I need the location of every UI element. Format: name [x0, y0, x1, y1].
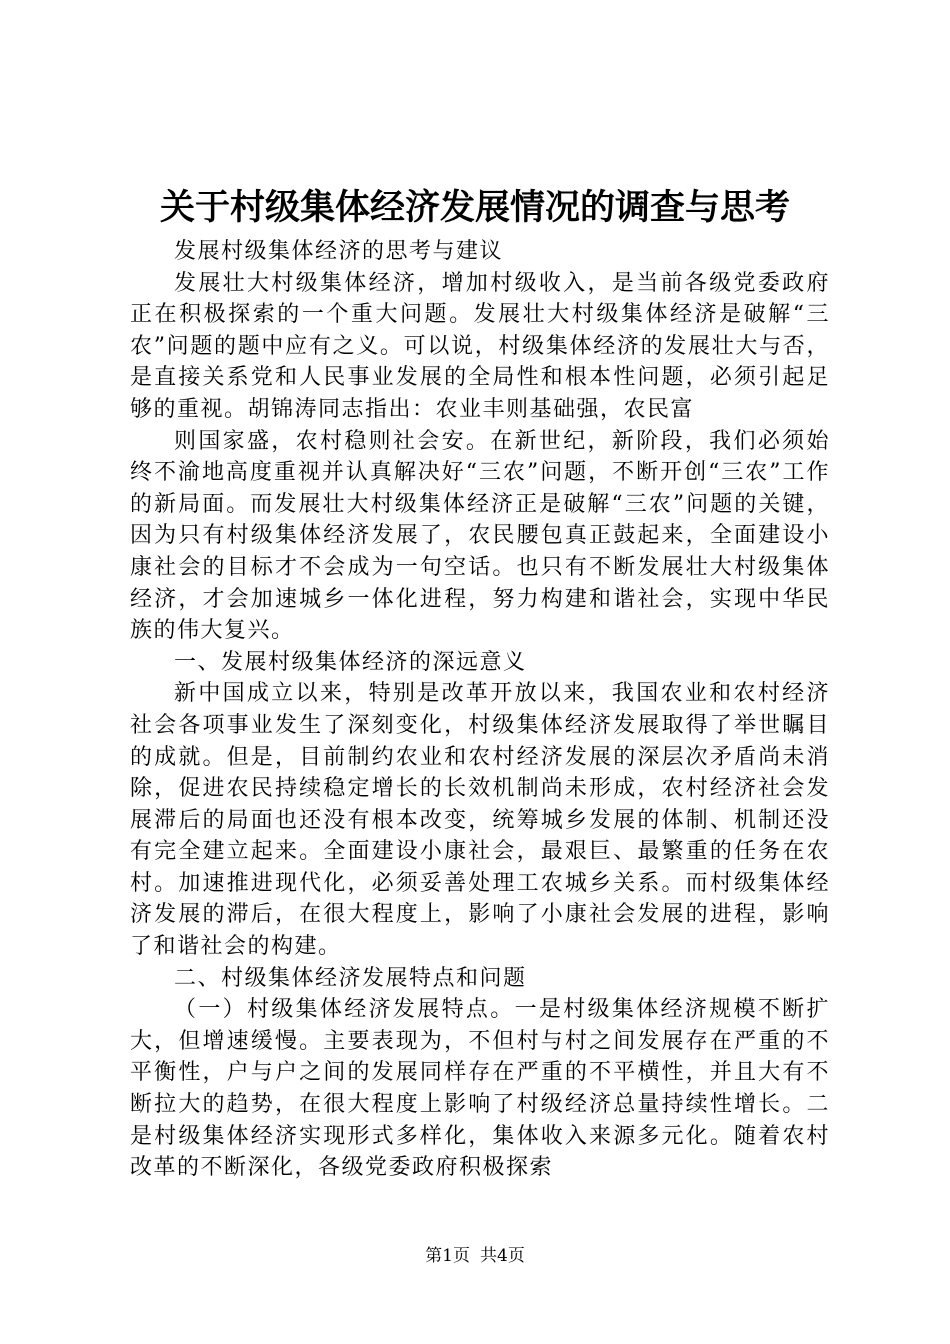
page-number: 第1页 [425, 1246, 470, 1266]
document-title: 关于村级集体经济发展情况的调查与思考 [159, 188, 790, 228]
section-heading-thoughts: 发展村级集体经济的思考与建议 [174, 239, 504, 264]
section-heading-features: 二、村级集体经济发展特点和问题 [174, 965, 527, 991]
paragraph-significance: 新中国成立以来，特别是改革开放以来，我国农业和农村经济社会各项事业发生了深刻变化，村级集体经济发展取得了举世瞩目的成就。但是，目前制约农业和农村经济发展的深层次矛盾尚未消除，促进农民持续稳定增长的长效机制尚未形成，农村经济社会发展滞后的局面也还没有根本改变，统筹城乡发展的体制、机制还没有完全建立起来。全面建设小康社会，最艰巨、最繁重的任务在农村。加速推进现代化，必须妥善处理工农城乡关系。而村级集体经济发展的滞后，在很大程度上，影响了小康社会发展的进程，影响了和谐社会的构建。 [130, 681, 830, 960]
page-footer [0, 1244, 950, 1268]
document-body [130, 236, 830, 1184]
paragraph-intro: 发展壮大村级集体经济，增加村级收入，是当前各级党委政府正在积极探索的一个重大问题。发展壮大村级集体经济是破解“三农”问题的题中应有之义。可以说，村级集体经济的发展壮大与否，是直接关系党和人民事业发展的全局性和根本性问题，必须引起足够的重视。胡锦涛同志指出：农业丰则基础强，农民富 [130, 270, 830, 422]
paragraph-features: （一）村级集体经济发展特点。一是村级集体经济规模不断扩大，但增速缓慢。主要表现为，不但村与村之间发展存在严重的不平衡性，户与户之间的发展同样存在严重的不平横性，并且大有不断拉大的趋势，在很大程度上影响了村级经济总量持续性增长。二是村级集体经济实现形式多样化，集体收入来源多元化。随着农村改革的不断深化，各级党委政府积极探索 [130, 997, 830, 1181]
total-pages: 共4页 [480, 1246, 525, 1266]
section-heading-significance: 一、发展村级集体经济的深远意义 [174, 649, 527, 675]
paragraph-intro-continued: 则国家盛，农村稳则社会安。在新世纪，新阶段，我们必须始终不渝地高度重视并认真解决好“三农”问题，不断开创“三农”工作的新局面。而发展壮大村级集体经济正是破解“三农”问题的关键，因为只有村级集体经济发展了，农民腰包真正鼓起来，全面建设小康社会的目标才不会成为一句空话。也只有不断发展壮大村级集体经济，才会加速城乡一体化进程，努力构建和谐社会，实现中华民族的伟大复兴。 [130, 428, 830, 644]
